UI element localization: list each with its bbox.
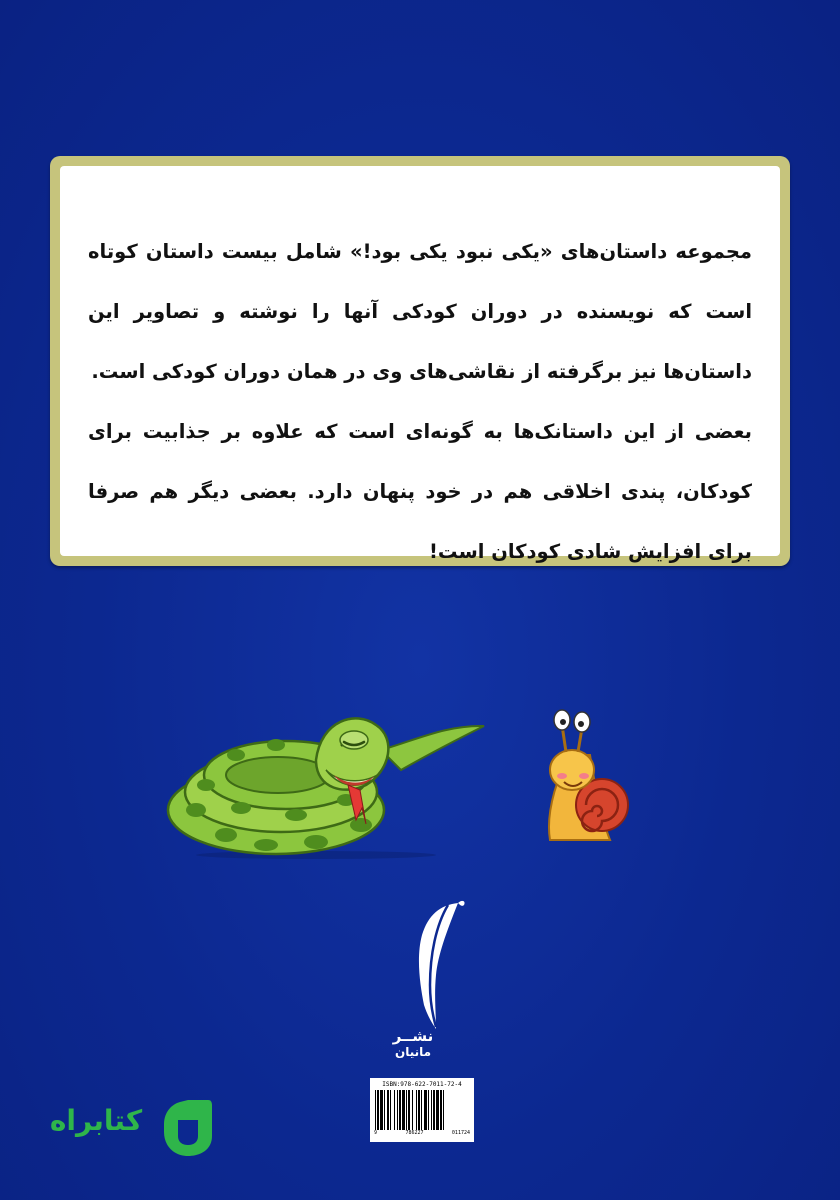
barcode-bar (428, 1090, 429, 1130)
barcode-bar (397, 1090, 398, 1130)
barcode-bar (416, 1090, 417, 1130)
isbn-barcode (370, 1078, 474, 1142)
barcode-bar (394, 1090, 395, 1130)
barcode-bar (408, 1090, 410, 1130)
barcode-digits (374, 1130, 470, 1137)
barcode-bar (412, 1090, 413, 1130)
snake-illustration (166, 690, 486, 860)
publisher-label: نشــر (392, 1027, 434, 1045)
barcode-bar (436, 1090, 439, 1130)
description-paragraph-2: بعضی از این داستانک‌ها به گونه‌ای است که علاوه بر جذابیت برای کودکان، پندی اخلاقی هم در خود پنهان دارد. بعضی دیگر هم صرفا برای افزایش شادی کودکان است! (88, 420, 752, 563)
barcode-bar (433, 1090, 435, 1130)
barcode-bar (390, 1090, 391, 1130)
barcode-bar (402, 1090, 405, 1130)
barcode-bar (375, 1090, 376, 1130)
barcode-bar (406, 1090, 407, 1130)
barcode-lead-digit: 9 (374, 1130, 378, 1136)
barcode-bars (374, 1090, 470, 1130)
isbn-text: ISBN:978-622-7011-72-4 (382, 1081, 462, 1088)
barcode-left-digits: 786227 (405, 1130, 424, 1136)
snail-illustration (540, 700, 630, 850)
publisher-name: مانیان (394, 1045, 432, 1059)
barcode-bar (424, 1090, 427, 1130)
description-paragraph-1: مجموعه داستان‌های «یکی نبود یکی بود!» شامل بیست داستان کوتاه است که نویسنده در دوران کودکی آنها را نوشته و تصاویر این داستان‌ها نیز برگرفته از نقاشی‌های وی در همان دوران کودکی است. (88, 240, 752, 383)
barcode-bar (384, 1090, 385, 1130)
barcode-bar (399, 1090, 401, 1130)
description-panel (60, 166, 780, 563)
barcode-bar (377, 1090, 379, 1130)
barcode-bar (443, 1090, 444, 1130)
ketabrah-watermark: کتابراه (49, 1104, 143, 1137)
barcode-bar (418, 1090, 420, 1130)
barcode-bar (431, 1090, 432, 1130)
barcode-bar (380, 1090, 383, 1130)
description-box (50, 156, 790, 566)
barcode-bar (421, 1090, 422, 1130)
barcode-bar (387, 1090, 389, 1130)
barcode-right-digits: 011724 (451, 1130, 470, 1136)
barcode-bar (440, 1090, 442, 1130)
